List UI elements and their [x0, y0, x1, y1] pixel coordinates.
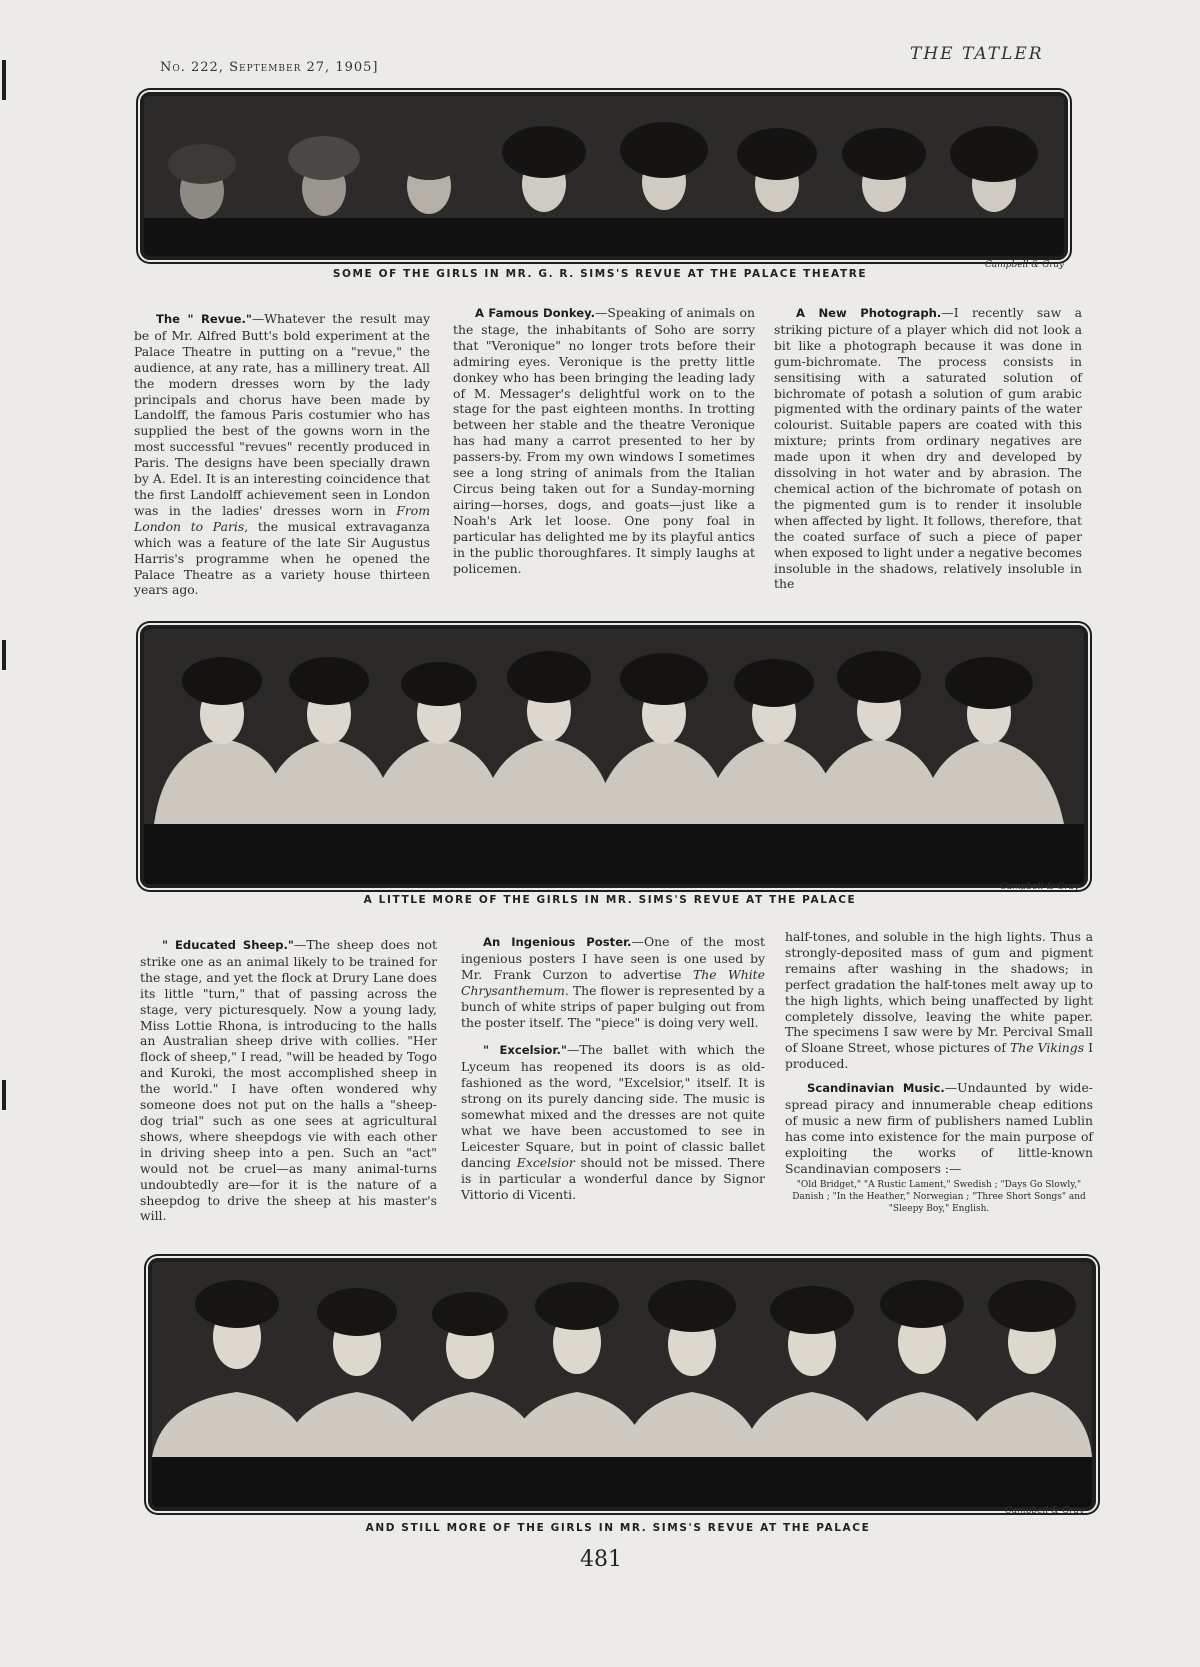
article-heading: " Educated Sheep."	[162, 938, 294, 952]
article-text: . The flower is represented by a bunch of white strips of paper bulging out from the poster itself. The "piece" is doing very well.	[461, 982, 765, 1030]
article-text: half-tones, and soluble in the high lights. Thus a strongly-deposited mass of gum and pigment remains after washing in the shadows; in perfect gradation the half-tones melt away up to the high lights, which being unaffected by light completely dissolve, leaving the white paper. The specimens I saw were by Mr. Percival Small of Sloane Street, whose pictures of	[785, 929, 1093, 1056]
page-number: 481	[580, 1547, 622, 1572]
photo-credit: Campbell & Gray	[985, 260, 1065, 270]
composer-list: "Old Bridget," "A Rustic Lament," Swedish ; "Days Go Slowly," Danish ; "In the Heather," Norwegian ; "Three Short Songs" and "Sleepy Boy," English.	[792, 1179, 1086, 1214]
article-italic: The Vikings	[1010, 1040, 1085, 1056]
photo-caption: SOME OF THE GIRLS IN MR. G. R. SIMS'S REVUE AT THE PALACE THEATRE	[332, 268, 868, 280]
photo-1-image	[144, 96, 1064, 256]
article-italic: The White Chrysanthemum	[461, 966, 765, 998]
article-text: —Undaunted by wide-spread piracy and innumerable cheap editions of music a new firm of publishers named Lublin has come into existence for the main purpose of exploiting the works of little-known Scandinavian composers :—	[785, 1080, 1093, 1176]
article-poster-excelsior	[461, 934, 765, 1203]
binding-mark	[2, 1080, 6, 1110]
photo-2-image	[144, 629, 1084, 884]
article-text: —The ballet with which the Lyceum has reopened its doors is as old-fashioned as the word, "Excelsior," itself. It is strong on its purely dancing side. The music is somewhat mixed and the dresses are not quite what we have been accustomed to see in Leicester Square, but in point of classic ballet dancing	[461, 1042, 765, 1170]
photo-caption: AND STILL MORE OF THE GIRLS IN MR. SIMS'S REVUE AT THE PALACE	[365, 1522, 871, 1534]
photo-revue-girls-3	[148, 1258, 1096, 1511]
article-continued-music	[785, 929, 1093, 1215]
magazine-title: THE TATLER	[910, 44, 1044, 64]
article-text: , the musical extravaganza which was a feature of the late Sir Augustus Harris's programme when he opened the Palace Theatre as a variety house thirteen years ago.	[134, 518, 430, 598]
issue-line: No. 222, September 27, 1905]	[160, 60, 379, 75]
photo-credit: Campbell & Gray	[1005, 1506, 1085, 1516]
article-revue	[134, 311, 430, 598]
binding-mark	[2, 640, 6, 670]
photo-revue-girls-2	[140, 625, 1088, 888]
binding-mark	[2, 60, 6, 100]
article-heading: A Famous Donkey.	[475, 306, 595, 320]
article-photograph	[774, 305, 1082, 592]
article-text: —Speaking of animals on the stage, the inhabitants of Soho are sorry that "Veronique" no longer trots before their admiring eyes. Veronique is the pretty little donkey who has been bringing the leading lady of M. Messager's delightful work on to the stage for the past eighteen months. In trotting between her stable and the theatre Veronique has had many a carrot presented to her by passers-by. From my own windows I sometimes see a long string of animals from the Italian Circus being taken out for a Sunday-morning airing—horses, dogs, and goats—just like a Noah's Ark let loose. One pony foal in particular has delighted me by its playful antics in the public thoroughfares. It simply laughs at policemen.	[453, 305, 755, 576]
photo-3-image	[152, 1262, 1092, 1507]
article-text: —One of the most ingenious posters I have seen is one used by Mr. Frank Curzon to advertise	[461, 934, 765, 982]
article-donkey	[453, 305, 755, 576]
article-sheep	[140, 937, 437, 1224]
article-text: should not be missed. There is in particular a wonderful dance by Signor Vittorio di Vicenti.	[461, 1154, 765, 1202]
article-italic: From London to Paris	[134, 502, 430, 534]
article-heading: The " Revue."	[156, 312, 252, 326]
article-heading: " Excelsior."	[483, 1043, 567, 1058]
article-italic: Excelsior	[516, 1154, 575, 1170]
article-heading: An Ingenious Poster.	[483, 935, 632, 949]
article-heading: Scandinavian Music.	[807, 1081, 945, 1096]
photo-caption: A LITTLE MORE OF THE GIRLS IN MR. SIMS'S REVUE AT THE PALACE	[363, 894, 857, 906]
article-text: —The sheep does not strike one as an animal likely to be trained for the stage, and yet the flock at Drury Lane does its little "turn," that of passing across the stage, very picturesquely. Now a young lady, Miss Lottie Rhona, is introducing to the halls an Australian sheep drive with collies. "Her flock of sheep," I read, "will be headed by Togo and Kuroki, the most accomplished sheep in the world." I have often wondered why someone does not put on the halls a "sheep-dog trial" such as one sees at agricultural shows, where sheepdogs vie with each other in driving sheep into a pen. Such an "act" would not be cruel—as many animal-turns undoubtedly are—for it is the nature of a sheepdog to drive the sheep at his master's will.	[140, 937, 437, 1224]
photo-credit: Campbell & Gray	[1000, 882, 1080, 892]
article-text: —I recently saw a striking picture of a player which did not look a bit like a photograph because it was done in gum-bichromate. The process consists in sensitising with a saturated solution of bichromate of potash a solution of gum arabic pigmented with the ordinary paints of the water colourist. Suitable papers are coated with this mixture; prints from ordinary negatives are made upon it when dry and developed by dissolving in hot water and by abrasion. The chemical action of the bichromate of potash on the pigmented gum is to render it insoluble when affected by light. It follows, therefore, that the coated surface of such a piece of paper when exposed to light under a negative becomes insoluble in the shadows, relatively insoluble in the	[774, 305, 1083, 592]
article-heading: A New Photograph.	[796, 306, 942, 320]
article-text: —Whatever the result may be of Mr. Alfred Butt's bold experiment at the Palace Theatre in putting on a "revue," the audience, at any rate, has a millinery treat. All the modern dresses worn by the lady principals and chorus have been made by Landolff, the famous Paris costumier who has supplied the best of the gowns worn in the most successful "revues" recently produced in Paris. The designs have been specially drawn by A. Edel. It is an interesting coincidence that the first Landolff achievement seen in London was in the ladies' dresses worn in	[134, 311, 430, 518]
article-text: I produced.	[785, 1040, 1093, 1072]
photo-revue-girls-1	[140, 92, 1068, 260]
